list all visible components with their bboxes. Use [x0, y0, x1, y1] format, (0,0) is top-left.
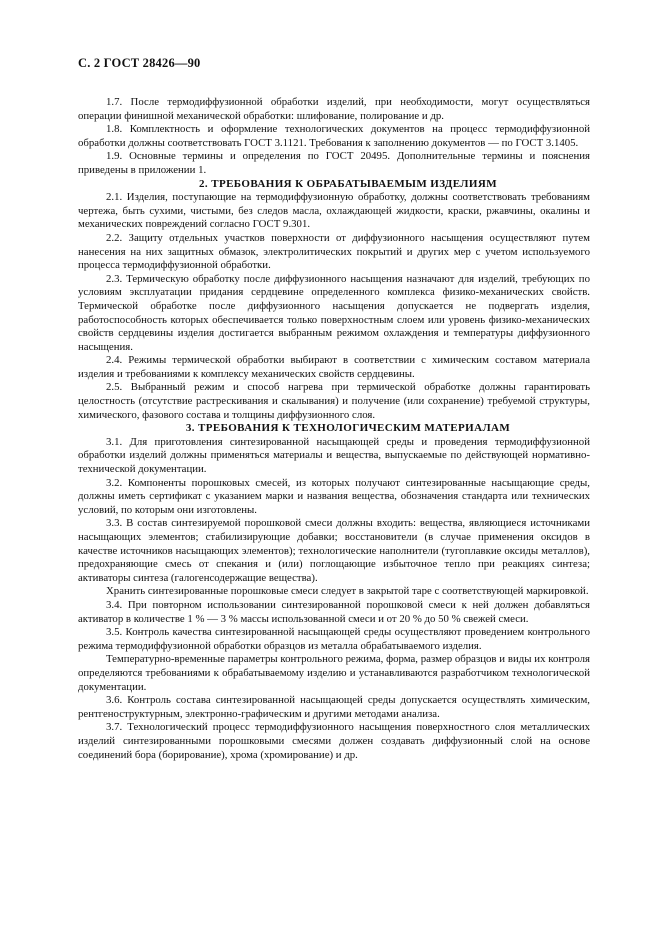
- paragraph-3-3: 3.3. В состав синтезируемой порошковой смеси должны входить: вещества, являющиеся источниками насыщающих элементов; стабилизирующие добавки; восстановители (в случае применения оксидов в качестве источников насыщающих элементов); технологические наполнители (тугоплавкие оксиды металлов), предохраняющие смесь от спекания и (или) поглощающие избыточное тепло при реакциях синтеза; активаторы синтеза (галогенсодержащие вещества).: [78, 517, 590, 584]
- paragraph-3-4: 3.4. При повторном использовании синтезированной порошковой смеси к ней должен добавляться активатор в количестве 1 % — 3 % массы использованной смеси и от 20 % до 50 % свежей смеси.: [78, 598, 590, 625]
- paragraph-3-3-storage: Хранить синтезированные порошковые смеси следует в закрытой таре с соответствующей маркировкой.: [106, 585, 589, 598]
- paragraph-2-2: 2.2. Защиту отдельных участков поверхности от диффузионного насыщения осуществляют путем нанесения на них защитных обмазок, электролитических покрытий и других мер с учетом используемого процесса термодиффузионной обработки.: [78, 231, 590, 272]
- paragraph-3-7: 3.7. Технологический процесс термодиффузионного насыщения поверхностного слоя металлических изделий синтезированными порошковыми смесями должен создавать диффузионный слой на основе соединений бора (борирование), хрома (хромирование) и др.: [78, 721, 590, 761]
- section-3-heading: 3. ТРЕБОВАНИЯ К ТЕХНОЛОГИЧЕСКИМ МАТЕРИАЛАМ: [185, 422, 511, 435]
- paragraph-2-3: 2.3. Термическую обработку после диффузионного насыщения назначают для изделий, требующих по условиям эксплуатации придания сердцевине определенного комплекса физико-механических свойств. Термической обработке после диффузионного насыщения допускается не подвергать изделия, работоспособность которых обеспечивается только поверхностным слоем или уровень физико-механических свойств сердцевины изделия достигается выбранным режимом охлаждения и температуры диффузионного насыщения.: [78, 272, 590, 353]
- section-2-heading: 2. ТРЕБОВАНИЯ К ОБРАБАТЫВАЕМЫМ ИЗДЕЛИЯМ: [199, 177, 497, 190]
- paragraph-3-1: 3.1. Для приготовления синтезированной насыщающей среды и проведения термодиффузионной обработки изделий должны применяться материалы и вещества, выпускаемые по действующей нормативно-технической документации.: [78, 435, 590, 476]
- document-body: [78, 96, 590, 762]
- paragraph-3-5: 3.5. Контроль качества синтезированной насыщающей среды осуществляют проведением контрольного режима термодиффузионной обработки образцов из металла обрабатываемого изделия.: [78, 626, 590, 652]
- page-header: С. 2 ГОСТ 28426—90: [78, 56, 201, 70]
- paragraph-3-5-parameters: Температурно-временные параметры контрольного режима, форма, размер образцов и виды их контроля определяются требованиями к обрабатываемому изделию и устанавливаются разработчиком технологической документации.: [78, 653, 590, 693]
- paragraph-3-2: 3.2. Компоненты порошковых смесей, из которых получают синтезированные насыщающие среды, должны иметь сертификат с указанием марки и названия вещества, обозначения стандарта или технических условий, по которым они изготовлены.: [78, 476, 590, 516]
- paragraph-2-5: 2.5. Выбранный режим и способ нагрева при термической обработке должны гарантировать целостность (отсутствие растрескивания и скалывания) и получение (или сохранение) требуемой структуры, химического, фазового состава и толщины диффузионного слоя.: [78, 381, 590, 421]
- paragraph-2-1: 2.1. Изделия, поступающие на термодиффузионную обработку, должны соответствовать требованиям чертежа, быть сухими, чистыми, без следов масла, охлаждающей жидкости, краски, ржавчины, окалины и механических повреждений согласно ГОСТ 9.301.: [78, 191, 590, 231]
- paragraph-1-8: 1.8. Комплектность и оформление технологических документов на процесс термодиффузионной обработки должны соответствовать ГОСТ 3.1121. Требования к заполнению документов — по ГОСТ 3.1405.: [78, 123, 590, 149]
- paragraph-1-9: 1.9. Основные термины и определения по ГОСТ 20495. Дополнительные термины и пояснения приведены в приложении 1.: [78, 150, 590, 176]
- paragraph-1-7: 1.7. После термодиффузионной обработки изделий, при необходимости, могут осуществляться операции финишной механической обработки: шлифование, полирование и др.: [78, 96, 590, 122]
- paragraph-2-4: 2.4. Режимы термической обработки выбирают в соответствии с химическим составом материала изделия и требованиями к комплексу механических свойств сердцевины.: [78, 354, 590, 380]
- paragraph-3-6: 3.6. Контроль состава синтезированной насыщающей среды допускается осуществлять химическим, рентгеноструктурным, электронно-графическим и другими методами анализа.: [78, 694, 590, 720]
